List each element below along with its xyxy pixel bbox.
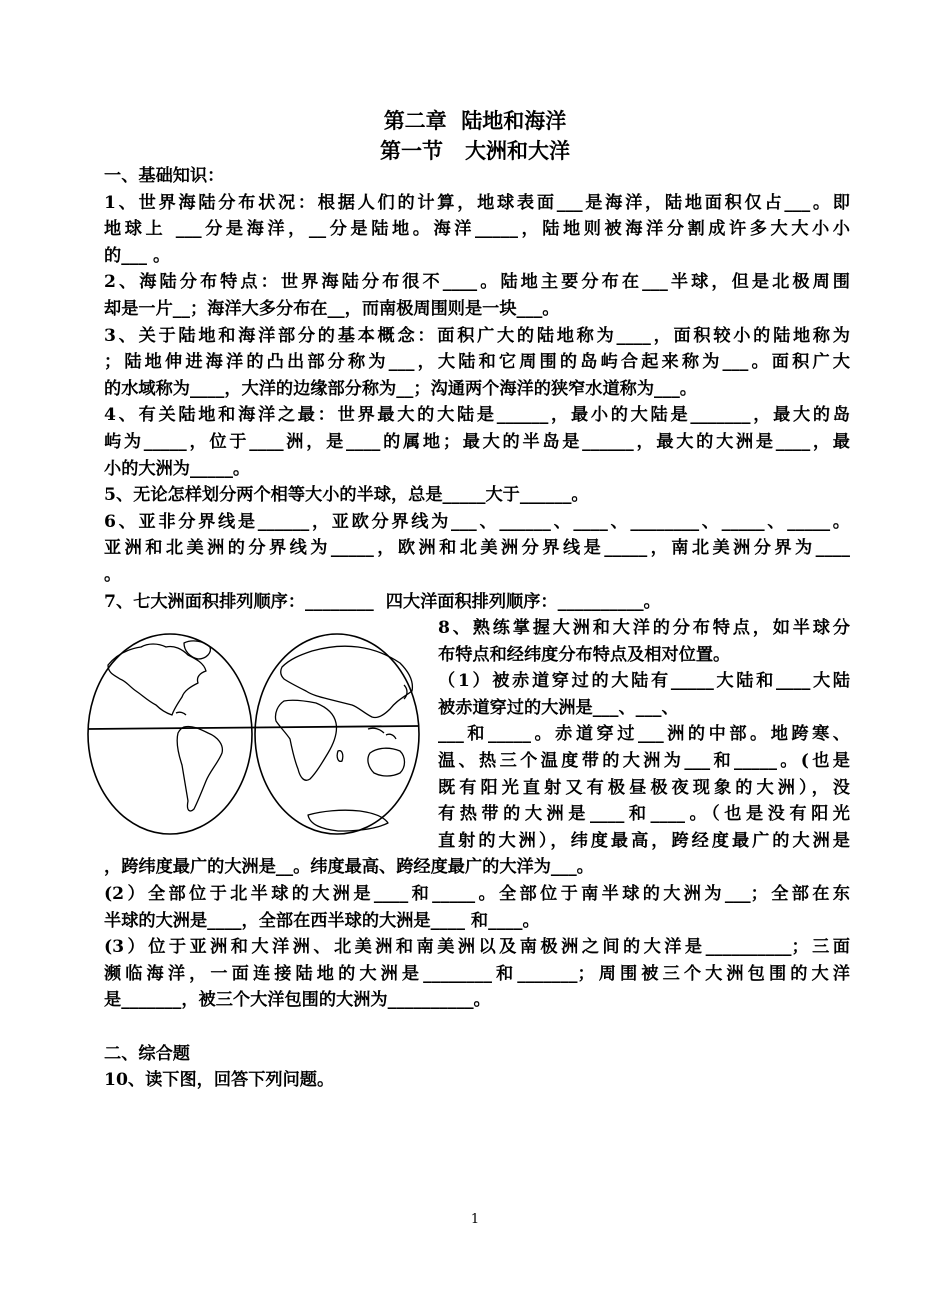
north-america-shape (108, 644, 206, 715)
south-america-shape (177, 727, 222, 811)
spacer (104, 1014, 850, 1041)
question-6-line-1: 6、亚非分界线是______，亚欧分界线为___、______、____、________、_____、_____。 (104, 511, 850, 532)
question-4-line-1: 4、有关陆地和海洋之最：世界最大的大陆是______，最小的大陆是_______，最大的岛 (104, 405, 850, 426)
question-8-line-6: 温、热三个温度带的大洲为___和_____。(也是 (438, 751, 850, 772)
eurasia-shape (281, 646, 413, 717)
question-8-line-4: 被赤道穿过的大洲是___、___、 (438, 697, 679, 718)
question-8-line-9-text: 直射的大洲），纬度最高，跨经度最广的大洲是 (438, 830, 850, 851)
question-4-line-3: 小的大洲为_____。 (104, 458, 251, 479)
question-2-line-2: 却是一片__；海洋大多分布在__，而南极周围则是一块___。 (104, 298, 560, 319)
question-5-line-1: 5、无论怎样划分两个相等大小的半球，总是_____大于______。 (104, 485, 589, 506)
part2-heading: 二、综合题 (104, 1043, 190, 1064)
question-8-cont-line-5: 濒临海洋，一面连接陆地的大洲是________和_______；周围被三个大洲包围的大洋 (104, 963, 850, 984)
section-title: 第一节 大洲和大洋 (380, 138, 570, 163)
question-8-line-5: ___和_____。赤道穿过___洲的中部。地跨寒、 (438, 724, 850, 745)
eastern-hemisphere-outline (255, 634, 419, 834)
question-8-line-8: 有热带的大洲是____和____。（也是没有阳光 (438, 804, 850, 825)
question-8-text-column (438, 615, 850, 828)
question-3-line-2: ；陆地伸进海洋的凸出部分称为___，大陆和它周围的岛屿合起来称为___。面积广大 (104, 352, 850, 373)
question-7: 7、七大洲面积排列顺序：________ 四大洋面积排列顺序：__________。 (104, 591, 661, 612)
question-6-line-3: 。 (104, 564, 122, 585)
world-hemispheres-map (86, 629, 422, 839)
question-8-line-7: 既有阳光直射又有极昼极夜现象的大洲），没 (438, 777, 850, 798)
question-10: 10、读下图，回答下列问题。 (104, 1070, 335, 1091)
question-1-line-1: 1、世界海陆分布状况：根据人们的计算，地球表面___是海洋，陆地面积仅占___。即 (104, 192, 850, 213)
question-8-cont-line-3: 半球的大洲是____，全部在西半球的大洲是____ 和____。 (104, 910, 540, 931)
title-block (0, 106, 950, 166)
question-8-line-2: 布特点和经纬度分布特点及相对位置。 (438, 644, 731, 665)
question-8-cont-line-4: (3）位于亚洲和大洋洲、北美洲和南美洲以及南极洲之间的大洋是__________；三面 (104, 937, 850, 958)
question-8-map-block (104, 615, 850, 828)
caribbean-islands-shape (176, 712, 186, 715)
question-8-cont-line-1: ，跨纬度最广的大洲是__。纬度最高、跨经度最广的大洋为___。 (104, 857, 594, 878)
question-3-line-3: 的水域称为____，大洋的边缘部分称为__；沟通两个海洋的狭窄水道称为___。 (104, 378, 697, 399)
greenland-shape (184, 641, 210, 659)
question-8-line-1: 8、熟练掌握大洲和大洋的分布特点，如半球分 (438, 618, 850, 639)
chapter-title: 第二章 陆地和海洋 (383, 108, 567, 133)
question-6-line-2: 亚洲和北美洲的分界线为_____，欧洲和北美洲分界线是_____，南北美洲分界为____ (104, 538, 850, 559)
question-3-line-1: 3、关于陆地和海洋部分的基本概念：面积广大的陆地称为____，面积较小的陆地称为 (104, 325, 850, 346)
indonesia-islands-shape (368, 728, 396, 739)
part1-heading: 一、基础知识： (104, 166, 225, 186)
question-8-cont-line-2: (2）全部位于北半球的大洲是____和_____。全部位于南半球的大洲为___；全部在东 (104, 884, 850, 905)
western-hemisphere-outline (88, 634, 252, 834)
page-number: 1 (470, 1212, 480, 1227)
question-2-line-1: 2、海陆分布特点：世界海陆分布很不____。陆地主要分布在___半球，但是北极周围 (104, 272, 850, 293)
australia-shape (368, 748, 405, 776)
question-1-line-2: 地球上 ___分是海洋，__分是陆地。海洋_____，陆地则被海洋分割成许多大大小小 (104, 219, 850, 240)
antarctica-shape (308, 810, 388, 831)
africa-shape (275, 700, 336, 780)
worksheet-content (104, 163, 850, 1094)
question-4-line-2: 屿为_____，位于____洲，是____的属地；最大的半岛是______，最大的大洲是____，最 (104, 431, 850, 452)
question-8-line-3: （1）被赤道穿过的大陆有_____大陆和____大陆 (438, 671, 850, 692)
madagascar-shape (337, 751, 343, 762)
question-8-cont-line-6: 是_______，被三个大洋包围的大洲为__________。 (104, 990, 491, 1011)
question-1-line-3: 的___ 。 (104, 245, 171, 266)
